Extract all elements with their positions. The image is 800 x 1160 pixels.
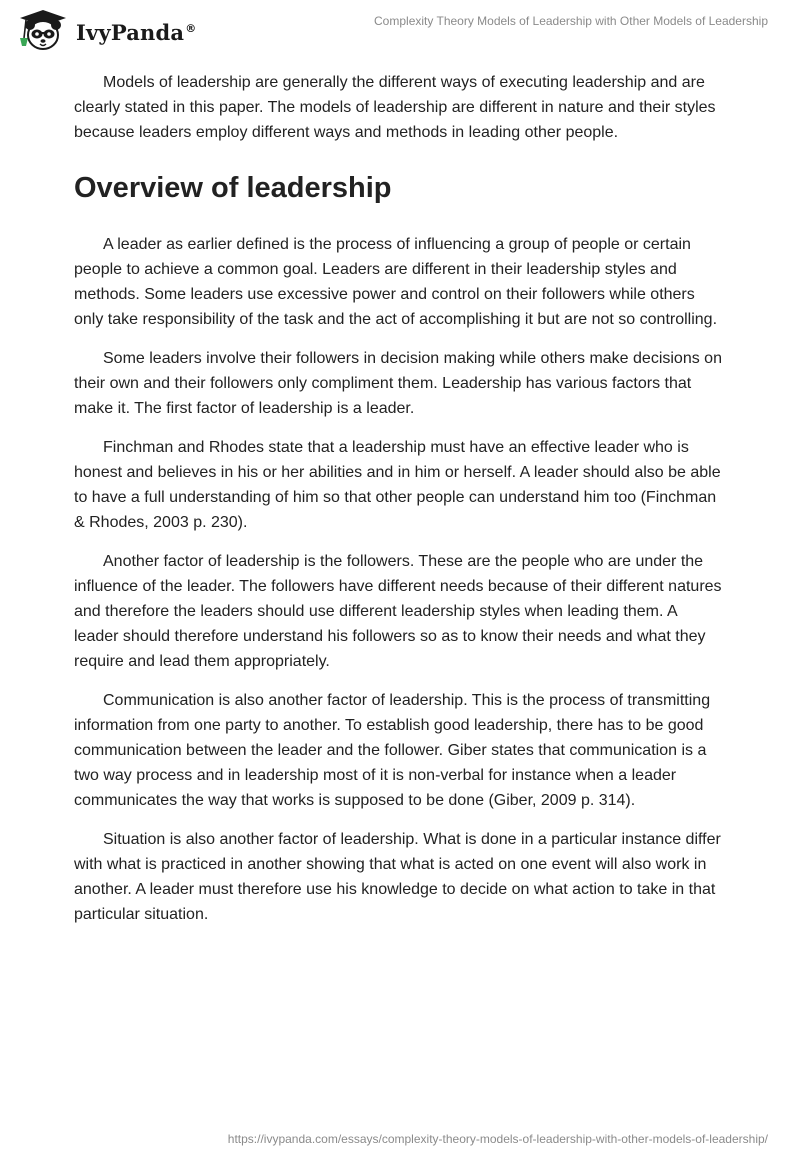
- intro-paragraph: Models of leadership are generally the different ways of executing leadership and are clearly stated in this paper. The models of leadership are different in nature and their styles because leaders employ different ways and methods in leading other people.: [74, 74, 716, 141]
- section-heading: Overview of leadership: [74, 172, 392, 204]
- panda-graduate-icon: [14, 8, 72, 52]
- paragraph-1: A leader as earlier defined is the process of influencing a group of people or certain people to achieve a common goal. Leaders are different in their leadership styles and methods. Some leaders use excessive power and control on their followers while others only take responsibility of the task and the act of accomplishing it but are not so controlling.: [74, 236, 718, 328]
- paragraph-5: Communication is also another factor of leadership. This is the process of transmitting information from one party to another. To establish good leadership, there has to be good communication between the leader and the follower. Giber states that communication is a two way process and in leadership most of it is non-verbal for instance when a leader communicates the way that works is supposed to be done (Giber, 2009 p. 314).: [74, 692, 711, 809]
- paragraph-3: Finchman and Rhodes state that a leadership must have an effective leader who is honest and believes in his or her abilities and in him or herself. A leader should also be able to have a full understanding of him so that other people can understand him too (Finchman & Rhodes, 2003 p. 230).: [74, 439, 721, 531]
- source-url[interactable]: https://ivypanda.com/essays/complexity-theory-models-of-leadership-with-other-models-of-leadership/: [227, 1132, 768, 1146]
- page-header: [0, 0, 800, 60]
- article-body: [74, 70, 724, 941]
- brand-name: IvyPanda®: [76, 19, 197, 45]
- paragraph-4: Another factor of leadership is the followers. These are the people who are under the influence of the leader. The followers have different needs because of their different natures and therefore the leaders should use different leadership styles when leading them. A leader should therefore understand his followers so as to know their needs and what they require and lead them appropriately.: [74, 553, 722, 670]
- paragraph-6: Situation is also another factor of leadership. What is done in a particular instance differ with what is practiced in another showing that what is acted on one event will also work in another. A leader must therefore use his knowledge to decide on what action to take in that particular situation.: [74, 831, 721, 923]
- document-title: Complexity Theory Models of Leadership with Other Models of Leadership: [374, 14, 768, 28]
- brand-logo[interactable]: [14, 8, 196, 52]
- paragraph-2: Some leaders involve their followers in decision making while others make decisions on their own and their followers only compliment them. Leadership has various factors that make it. The first factor of leadership is a leader.: [74, 350, 722, 417]
